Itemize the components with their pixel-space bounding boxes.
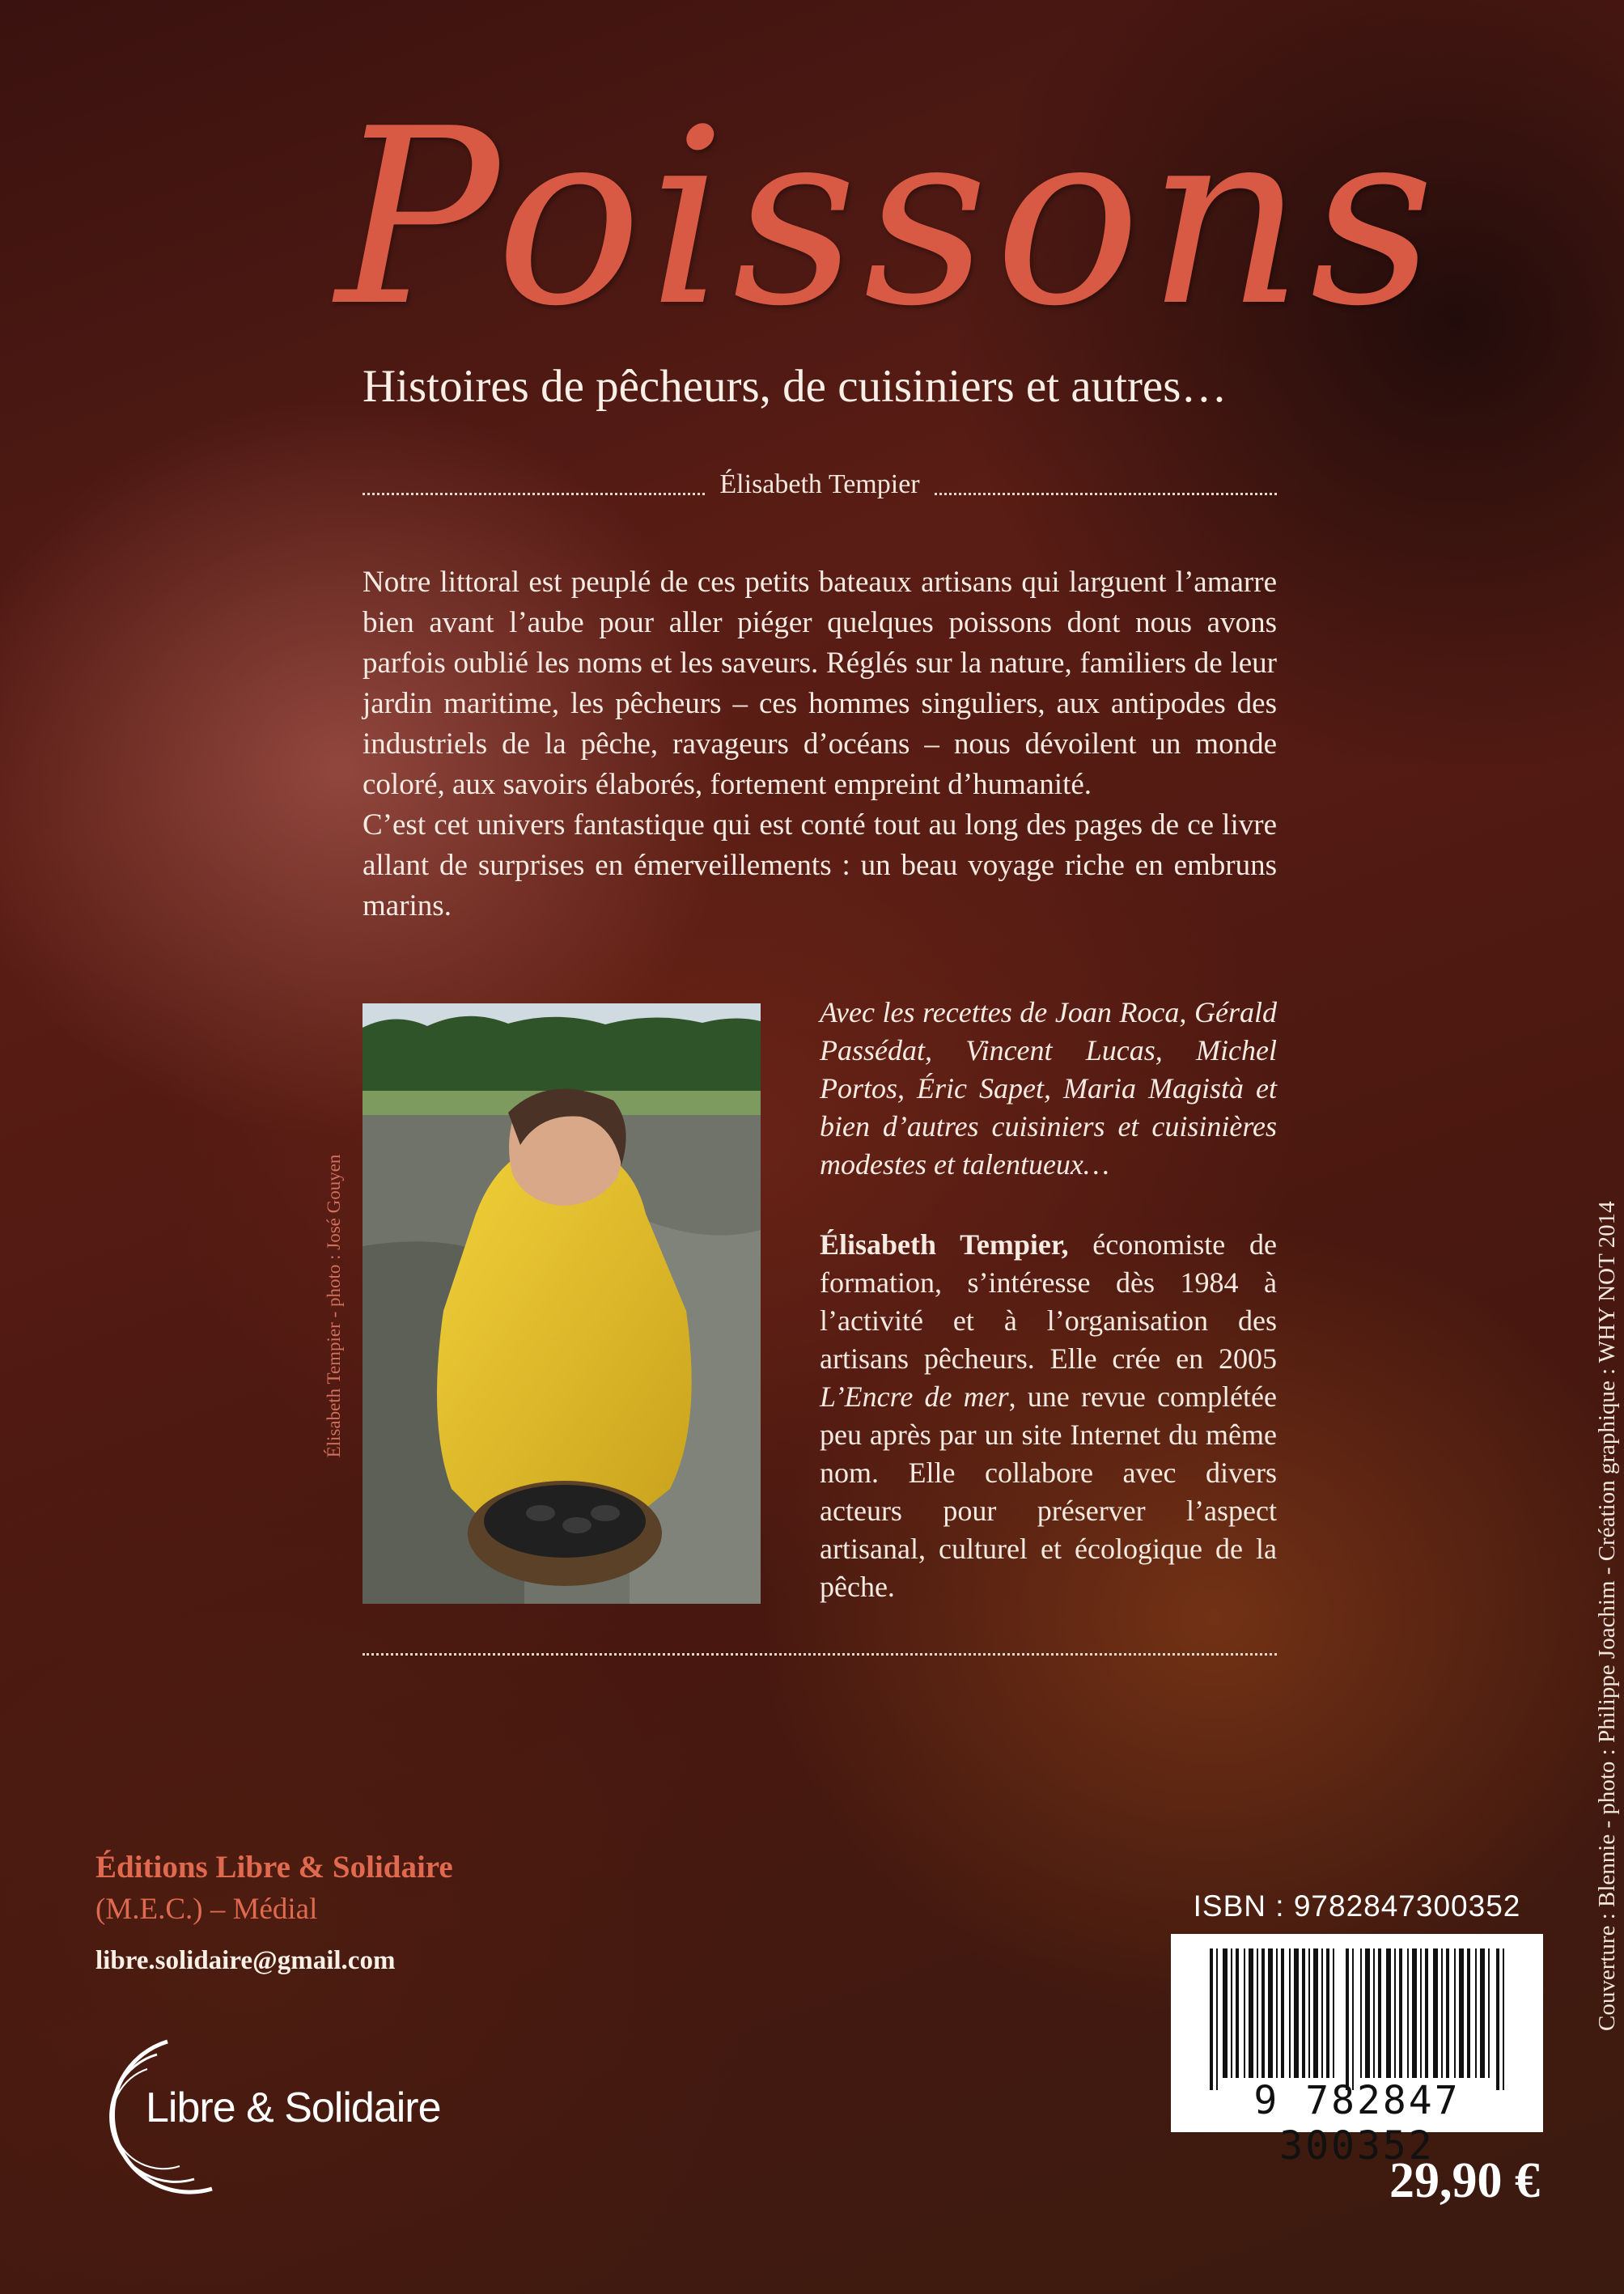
publisher-name: Éditions Libre & Solidaire bbox=[95, 1850, 453, 1885]
bio-text-end: , une revue complétée peu après par un site Internet du même nom. Elle collabore avec divers acteurs pour préserver l’aspect artisanal, culturel et écologique de la pêche. bbox=[820, 1380, 1278, 1603]
publisher-block bbox=[95, 1849, 453, 1976]
price: 29,90 € bbox=[1389, 2153, 1540, 2208]
publisher-email: libre.solidaire@gmail.com bbox=[95, 1946, 396, 1975]
blurb bbox=[363, 562, 1277, 927]
barcode-digits: 9 782847 300352 bbox=[1253, 2078, 1461, 2169]
author-line bbox=[363, 469, 1277, 500]
dotted-divider-right bbox=[935, 493, 1277, 495]
book-title: Poissons bbox=[336, 77, 1441, 359]
author-bio bbox=[820, 1226, 1277, 1606]
dotted-divider-bottom bbox=[363, 1653, 1277, 1656]
isbn-label: ISBN : 9782847300352 bbox=[1193, 1889, 1521, 1923]
bio-text-start: économiste de formation, s’intéresse dès 1984 à l’activité et à l’organisation des artisans pêcheurs. Elle crée en 2005 bbox=[820, 1228, 1277, 1375]
photo-credit: Élisabeth Tempier - photo : José Gouyen bbox=[324, 1154, 344, 1458]
author-photo-illustration bbox=[363, 1003, 761, 1604]
blurb-paragraph-2: C’est cet univers fantastique qui est conté tout au long des pages de ce livre allant de surprises en émerveillements : un beau voyage riche en embruns marins. bbox=[363, 808, 1277, 922]
publisher-sub: (M.E.C.) – Médial bbox=[95, 1893, 318, 1926]
dotted-divider-left bbox=[363, 493, 705, 495]
cover-design-credit: Couverture : Blennie - photo : Philippe Joachim - Création graphique : WHY NOT 2014 bbox=[1594, 1201, 1620, 2031]
book-subtitle: Histoires de pêcheurs, de cuisiniers et autres… bbox=[363, 361, 1228, 412]
publisher-logo-text: Libre & Solidaire bbox=[146, 2084, 441, 2131]
author-name: Élisabeth Tempier bbox=[719, 469, 920, 499]
barcode bbox=[1171, 1934, 1543, 2169]
bio-review-title: L’Encre de mer bbox=[820, 1380, 1009, 1413]
bio-author-name: Élisabeth Tempier, bbox=[820, 1228, 1069, 1261]
blurb-paragraph-1: Notre littoral est peuplé de ces petits bateaux artisans qui larguent l’amarre bien avant l’aube pour aller piéger quelques poissons dont nous avons parfois oublié les noms et les saveurs. Réglés sur la nature, familiers de leur jardin maritime, les pêcheurs – ces hommes singuliers, aux antipodes des industriels de la pêche, ravageurs d’océans – nous dévoilent un monde coloré, aux savoirs élaborés, fortement empreint d’humanité. bbox=[363, 566, 1277, 801]
recipes-text: Avec les recettes de Joan Roca, Gérald Passédat, Vincent Lucas, Michel Portos, Éric Sapet, Maria Magistà et bien d’autres cuisiniers et cuisinières modestes et talentueux… bbox=[820, 996, 1277, 1181]
author-photo bbox=[363, 1003, 761, 1604]
